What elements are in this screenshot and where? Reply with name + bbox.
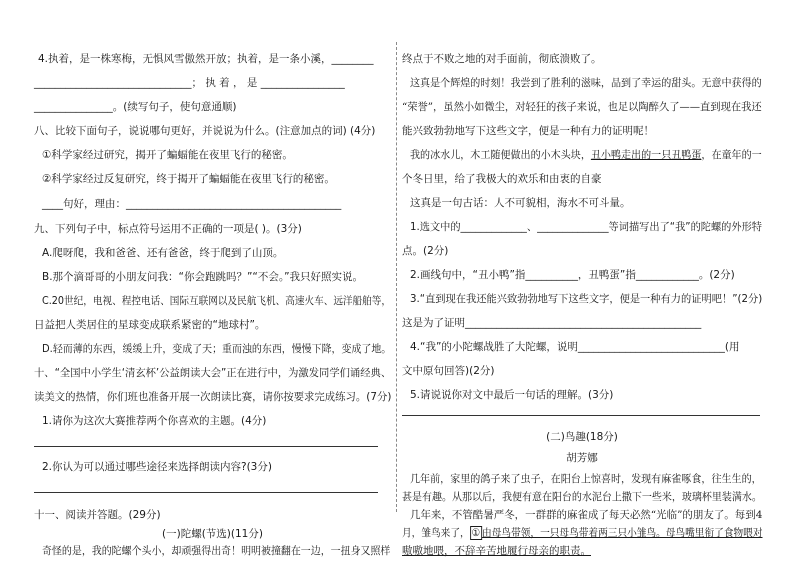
p1-q1-line1: 1.选文中的_____________、______________等词描写出了“我”的陀螺的外形特 (410, 221, 763, 233)
q9-option-c-line1: C.20世纪，电视、程控电话、国际互联网以及民航飞机、高速火车、远洋船舶等， (42, 295, 392, 307)
p1-q4-line1: 4.“我”的小陀螺战胜了大陀螺，说明____________________________(用 (410, 341, 740, 353)
p1-line6: 个冬日里，给了我极大的欢乐和由衷的自豪 (402, 173, 602, 185)
passage1-title: (一)陀螺(节选)(11分) (162, 528, 263, 540)
p1-line1: 终点于不败之地的对手面前，彻底溃败了。 (402, 53, 602, 65)
p1-q3: 3.“直到现在我还能兴致勃勃地写下这些文字，便是一种有力的证明吧！”(2分) (410, 293, 763, 305)
p1-line5 (410, 148, 762, 162)
p1-line3: “荣誉”，虽然小如微尘，对轻狂的孩子来说，也足以陶醉久了——直到现在我还 (402, 101, 762, 113)
right-column (402, 0, 762, 562)
q8-answer-line: ____句好，理由：_________________________________________ (42, 198, 342, 210)
p1-q4-line2: 文中原句回答)(2分) (402, 365, 495, 377)
q10-answer-rule-2 (34, 492, 378, 493)
p1-q3-answer: 这是为了证明_____________________________________________ (402, 317, 702, 329)
p1-q5-answer-rule (402, 415, 760, 416)
underlined-sentence-1: 由母鸟带领，一只母鸟带着两三只小雏鸟。母鸟嘴里衔了食物喂对 (482, 527, 763, 539)
q10-sub-1: 1.请你为这次大赛推荐两个你喜欢的主题。(4分) (42, 415, 267, 427)
q9-option-b: B.那个滴哥哥的小朋友问我：“你会跑跳吗？”“不会。”我只好照实说。 (42, 271, 364, 283)
q8-title: 八、比较下面句子，说说哪句更好，并说说为什么。(注意加点的词) (4分) (34, 125, 376, 137)
p1-line5-a: 我的冰水儿，木工随便做出的小木头块， (410, 149, 591, 161)
p2-line2: 甚是有趣。从那以后，我便有意在阳台的水泥台上撒下一些米，玻璃杯里装满水。 (402, 491, 762, 503)
q4-line3: _______________。(续写句子，使句意通顺) (34, 101, 237, 113)
q9-title: 九、下列句子中，标点符号运用不正确的一项是( )。(3分) (34, 223, 302, 235)
q9-option-c-line2: 日益把人类居住的星球变成联系紧密的“地球村”。 (34, 319, 266, 331)
passage2-title: (二)鸟趣(18分) (546, 431, 618, 443)
p2-line4 (402, 526, 762, 540)
q10-sub-2: 2.你认为可以通过哪些途径来选择朗读内容?(3分) (42, 461, 272, 473)
q9-option-a: A.爬呀爬，我和爸爸、还有爸爸，终于爬到了山顶。 (42, 247, 284, 259)
q9-option-d: D.轻而薄的东西，缓缓上升，变成了天；重而浊的东西，慢慢下降，变成了地。 (42, 343, 392, 355)
p1-line2: 这真是个辉煌的时刻！我尝到了胜利的滋味，品到了幸运的甜头。无意中获得的 (410, 77, 762, 89)
passage2-author: 胡芳娜 (566, 452, 598, 464)
p1-line7: 这真是一句古话：人不可貌相，海水不可斗量。 (410, 197, 631, 209)
underlined-sentence: 丑小鸭走出的一只丑鸭蛋 (590, 149, 702, 161)
q10-line2: 读美文的热情，你们班也准备开展一次朗读比赛，请你按要求完成练习。(7分) (34, 391, 392, 403)
circled-number-1: ① (471, 527, 481, 539)
q10-answer-rule-1 (34, 446, 378, 447)
p2-line3: 几年来，不管酷暑严冬，一群群的麻雀成了每天必然“光临”的朋友了。每到4 (410, 509, 763, 521)
p1-q2: 2.画线句中，“丑小鸭”指__________，丑鸭蛋”指____________。(2分) (410, 269, 735, 281)
left-column (34, 0, 391, 562)
p1-q5: 5.请说说你对文中最后一句话的理解。(3分) (410, 389, 614, 401)
q4-line1: 4.执着，是一株寒梅，无惧风雪傲然开放；执着，是一条小溪，________ (38, 53, 374, 65)
q8-sentence-1: ①科学家经过研究，揭开了蝙蝠能在夜里飞行的秘密。 (42, 149, 293, 161)
p2-line4-a: 月，雏鸟来了， (402, 527, 470, 539)
q10-line1: 十、“全国中小学生‘清玄杯’公益朗读大会”正在进行中，为激发同学们诵经典、 (34, 367, 392, 379)
p1-q1-line2: 点。(2分) (402, 245, 449, 257)
q8-sentence-2: ②科学家经过反复研究，终于揭开了蝙蝠能在夜里飞行的秘密。 (42, 173, 335, 185)
q11-title: 十一、阅读并答题。(29分) (34, 509, 161, 521)
p2-line5: 嗷嗷地喂，不辞辛苦地履行母亲的职责。 (402, 545, 591, 557)
passage1-line1: 奇怪的是，我的陀螺个头小，却顽强得出奇！明明被撞翻在一边，一扭身又照样 (42, 545, 391, 557)
p2-line1: 几年前，家里的鸽子来了虫子，在阳台上惊喜时，发现有麻雀啄食，往生生的， (410, 473, 762, 485)
p1-line4: 能兴致勃勃地写下这些文字，便是一种有力的证明呢！ (402, 125, 654, 137)
column-divider (396, 42, 397, 512)
q4-line2: ______________________________； 执 着 ， 是 ________________ (34, 77, 345, 89)
p1-line5-c: ，在童年的一 (701, 149, 762, 161)
